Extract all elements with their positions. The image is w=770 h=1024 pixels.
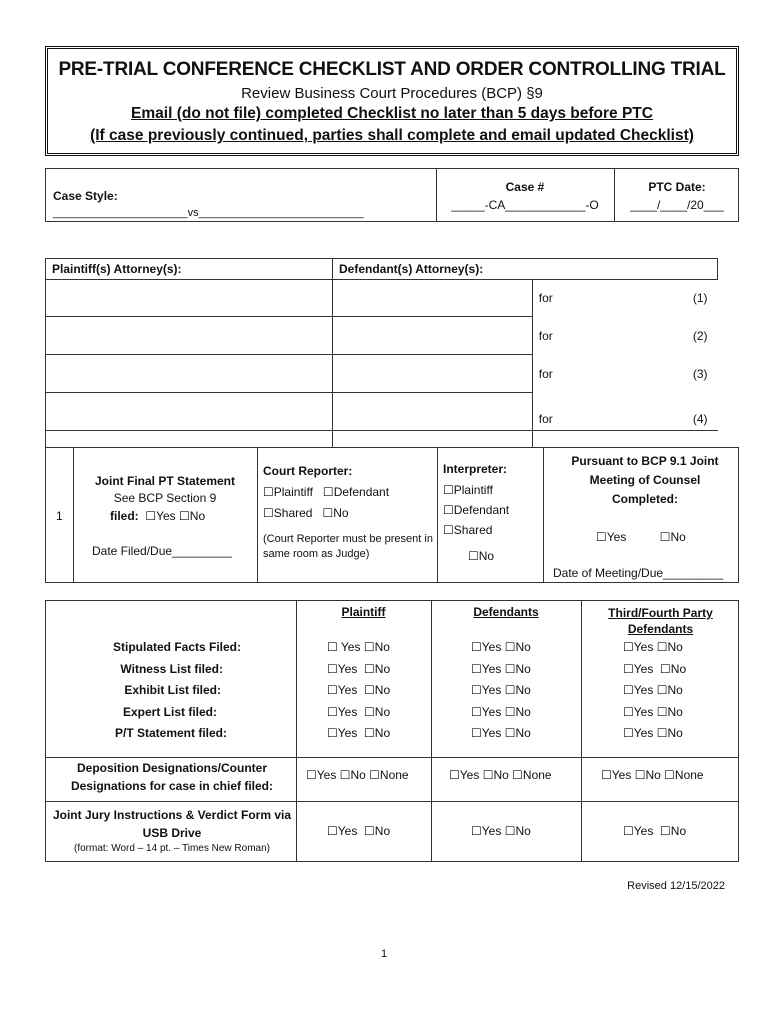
yes-no: ☐Yes ☐No (327, 683, 391, 697)
checkbox-icon[interactable]: ☐ (664, 768, 675, 782)
checkbox-icon[interactable]: ☐ (179, 509, 190, 523)
checkbox-icon[interactable]: ☐ (504, 683, 516, 697)
yes-no: ☐Yes ☐No (623, 824, 687, 838)
checkbox-icon[interactable]: ☐ (443, 503, 454, 517)
checkbox-icon[interactable]: ☐ (660, 824, 671, 838)
checkbox-icon[interactable]: ☐ (504, 662, 516, 676)
item-number: 1 (56, 509, 63, 523)
court-reporter-options-2: ☐Shared ☐No (263, 506, 349, 520)
plaintiff-attorney-field[interactable] (46, 355, 333, 393)
jfpt-see: See BCP Section 9 (113, 491, 217, 505)
document-title: PRE-TRIAL CONFERENCE CHECKLIST AND ORDER CONTROLLING TRIAL (58, 59, 726, 80)
continued-instruction: (If case previously continued, parties shall complete and email updated Checklist) (90, 127, 694, 144)
checkbox-icon[interactable]: ☐ (504, 640, 516, 654)
checkbox-icon[interactable]: ☐ (623, 705, 634, 719)
checkbox-icon[interactable]: ☐ (660, 662, 671, 676)
checkbox-icon[interactable]: ☐ (471, 824, 482, 838)
checkbox-icon[interactable]: ☐ (443, 483, 454, 497)
checkbox-icon[interactable]: ☐ (322, 506, 334, 520)
checkbox-icon[interactable]: ☐ (306, 768, 317, 782)
checkbox-icon[interactable]: ☐ (339, 768, 351, 782)
yes-no: ☐Yes ☐No (471, 683, 531, 697)
yes-no-none: ☐Yes ☐No ☐None (449, 768, 552, 782)
jury-note: (format: Word – 14 pt. – Times New Roman) (74, 843, 270, 854)
yes-no: ☐Yes ☐No (623, 662, 687, 676)
defendant-attorney-header: Defendant(s) Attorney(s): (333, 259, 718, 280)
checkbox-icon[interactable]: ☐ (471, 683, 482, 697)
checkbox-icon[interactable]: ☐ (145, 509, 157, 523)
plaintiff-attorney-field[interactable] (46, 280, 333, 317)
document-header (45, 46, 739, 156)
yes-no: ☐Yes ☐No (623, 705, 683, 719)
checkbox-icon[interactable]: ☐ (369, 768, 380, 782)
checkbox-icon[interactable]: ☐ (656, 726, 668, 740)
yes-no: ☐Yes ☐No (327, 726, 391, 740)
checkbox-icon[interactable]: ☐ (471, 662, 482, 676)
yes-no: ☐Yes ☐No (471, 726, 531, 740)
checkbox-icon[interactable]: ☐ (327, 662, 338, 676)
checkbox-icon[interactable]: ☐ (364, 662, 375, 676)
yes-no: ☐Yes ☐No (327, 824, 391, 838)
checkbox-icon[interactable]: ☐ (364, 824, 375, 838)
ptc-date-label: PTC Date: (648, 180, 706, 194)
checkbox-icon[interactable]: ☐ (656, 705, 668, 719)
checkbox-icon[interactable]: ☐ (327, 726, 338, 740)
yes-no: ☐Yes ☐No (623, 726, 683, 740)
checkbox-icon[interactable]: ☐ (322, 485, 334, 499)
checkbox-icon[interactable]: ☐ (504, 726, 516, 740)
checkbox-icon[interactable]: ☐ (659, 530, 671, 544)
defendant-attorney-field[interactable] (333, 317, 533, 355)
checkbox-icon[interactable]: ☐ (263, 506, 274, 520)
checkbox-icon[interactable]: ☐ (364, 726, 375, 740)
checkbox-icon[interactable]: ☐ (364, 705, 375, 719)
yes-no: ☐Yes ☐No (623, 640, 683, 654)
row-label: Stipulated Facts Filed: (112, 640, 241, 654)
checkbox-icon[interactable]: ☐ (471, 726, 482, 740)
yes-no: ☐Yes ☐No (471, 640, 531, 654)
checkbox-icon[interactable]: ☐ (634, 768, 646, 782)
interp-opt-shared: ☐Shared (443, 523, 493, 537)
checkbox-icon[interactable]: ☐ (512, 768, 523, 782)
col-defendants: Defendants (473, 605, 539, 619)
yes-no-none: ☐Yes ☐No ☐None (601, 768, 704, 782)
row-label: Witness List filed: (120, 662, 223, 676)
interpreter-title: Interpreter: (443, 462, 508, 476)
defendant-attorney-field[interactable] (333, 280, 533, 317)
case-style-label: Case Style: (53, 189, 118, 203)
bcp-meeting-options: ☐Yes ☐No (596, 530, 686, 544)
case-number-label: Case # (505, 180, 545, 194)
checkbox-icon[interactable]: ☐ (504, 705, 516, 719)
checkbox-icon[interactable]: ☐ (471, 640, 482, 654)
court-reporter-note: (Court Reporter must be present in same room as Judge) (263, 533, 433, 560)
revised-date: Revised 12/15/2022 (627, 880, 725, 892)
row-label: P/T Statement filed: (114, 726, 227, 740)
bcp-meeting-title: Pursuant to BCP 9.1 Joint Meeting of Counsel Completed: (571, 454, 719, 506)
date-meeting-field[interactable]: Date of Meeting/Due_________ (553, 566, 724, 580)
for-party-cell[interactable]: for (1) (532, 280, 717, 317)
filing-checklist (45, 600, 739, 862)
checkbox-icon[interactable]: ☐ (601, 768, 612, 782)
checkbox-icon[interactable]: ☐ (327, 640, 338, 654)
col-plaintiff: Plaintiff (341, 605, 386, 619)
yes-no: ☐ Yes ☐No (327, 640, 390, 654)
ptc-date-field[interactable]: ____/____/20___ (630, 198, 724, 212)
col-third-party: Third/Fourth Party Defendants (608, 606, 713, 636)
case-style-field[interactable]: ______________________vs___________________________ (53, 207, 364, 219)
checkbox-icon[interactable]: ☐ (596, 530, 607, 544)
defendant-attorney-field[interactable] (333, 393, 533, 431)
yes-no: ☐Yes ☐No (623, 683, 683, 697)
jfpt-title: Joint Final PT Statement (94, 474, 235, 488)
checkbox-icon[interactable]: ☐ (327, 705, 338, 719)
deposition-label: Deposition Designations/Counter Designations for case in chief filed: (70, 761, 274, 793)
court-reporter-options-1: ☐Plaintiff ☐Defendant (263, 485, 390, 499)
jfpt-filed: filed: ☐Yes ☐No (110, 509, 206, 523)
checkbox-icon[interactable]: ☐ (443, 523, 454, 537)
checkbox-icon[interactable]: ☐ (656, 640, 668, 654)
checkbox-icon[interactable]: ☐ (327, 824, 338, 838)
court-reporter-title: Court Reporter: (263, 464, 353, 478)
for-party-cell[interactable]: for (2) (538, 328, 708, 343)
checkbox-icon[interactable]: ☐ (364, 683, 375, 697)
item-1-row (45, 447, 739, 583)
plaintiff-attorney-field[interactable] (46, 393, 333, 431)
checkbox-icon[interactable]: ☐ (504, 824, 516, 838)
yes-no: ☐Yes ☐No (471, 705, 531, 719)
checkbox-icon[interactable]: ☐ (623, 824, 634, 838)
page-number: 1 (381, 948, 388, 960)
email-instruction: Email (do not file) completed Checklist no later than 5 days before PTC (131, 105, 653, 122)
yes-no: ☐Yes ☐No (471, 824, 531, 838)
case-info-box (45, 168, 739, 222)
defendant-attorney-field[interactable] (333, 355, 533, 393)
checkbox-icon[interactable]: ☐ (623, 640, 634, 654)
jury-label: Joint Jury Instructions & Verdict Form via USB Drive (52, 808, 292, 840)
interp-opt-defendant: ☐Defendant (443, 503, 510, 517)
checkbox-icon[interactable]: ☐ (656, 683, 668, 697)
checkbox-icon[interactable]: ☐ (471, 705, 482, 719)
checkbox-icon[interactable]: ☐ (263, 485, 274, 499)
checkbox-icon[interactable]: ☐ (623, 726, 634, 740)
row-label: Expert List filed: (122, 705, 217, 719)
yes-no-none: ☐Yes ☐No ☐None (306, 768, 409, 782)
attorney-table (45, 258, 718, 448)
checkbox-icon[interactable]: ☐ (482, 768, 494, 782)
checkbox-icon[interactable]: ☐ (623, 662, 634, 676)
for-party-cell[interactable]: for (4) (538, 411, 708, 426)
plaintiff-attorney-header: Plaintiff(s) Attorney(s): (46, 259, 333, 280)
yes-no: ☐Yes ☐No (471, 662, 531, 676)
for-party-cell[interactable]: for (3) (538, 366, 708, 381)
checkbox-icon[interactable]: ☐ (623, 683, 634, 697)
checkbox-icon[interactable]: ☐ (327, 683, 338, 697)
checkbox-icon[interactable]: ☐ (468, 549, 479, 563)
row-label: Exhibit List filed: (124, 683, 221, 697)
plaintiff-attorney-field[interactable] (46, 317, 333, 355)
document-subtitle: Review Business Court Procedures (BCP) §9 (241, 85, 543, 102)
checkbox-icon[interactable]: ☐ (449, 768, 460, 782)
interp-opt-no: ☐No (468, 549, 495, 563)
yes-no: ☐Yes ☐No (327, 705, 391, 719)
date-filed-field[interactable]: Date Filed/Due_________ (92, 544, 233, 558)
interp-opt-plaintiff: ☐Plaintiff (443, 483, 493, 497)
checkbox-icon[interactable]: ☐ (363, 640, 375, 654)
yes-no: ☐Yes ☐No (327, 662, 391, 676)
case-number-field[interactable]: _____-CA____________-O (451, 198, 599, 212)
